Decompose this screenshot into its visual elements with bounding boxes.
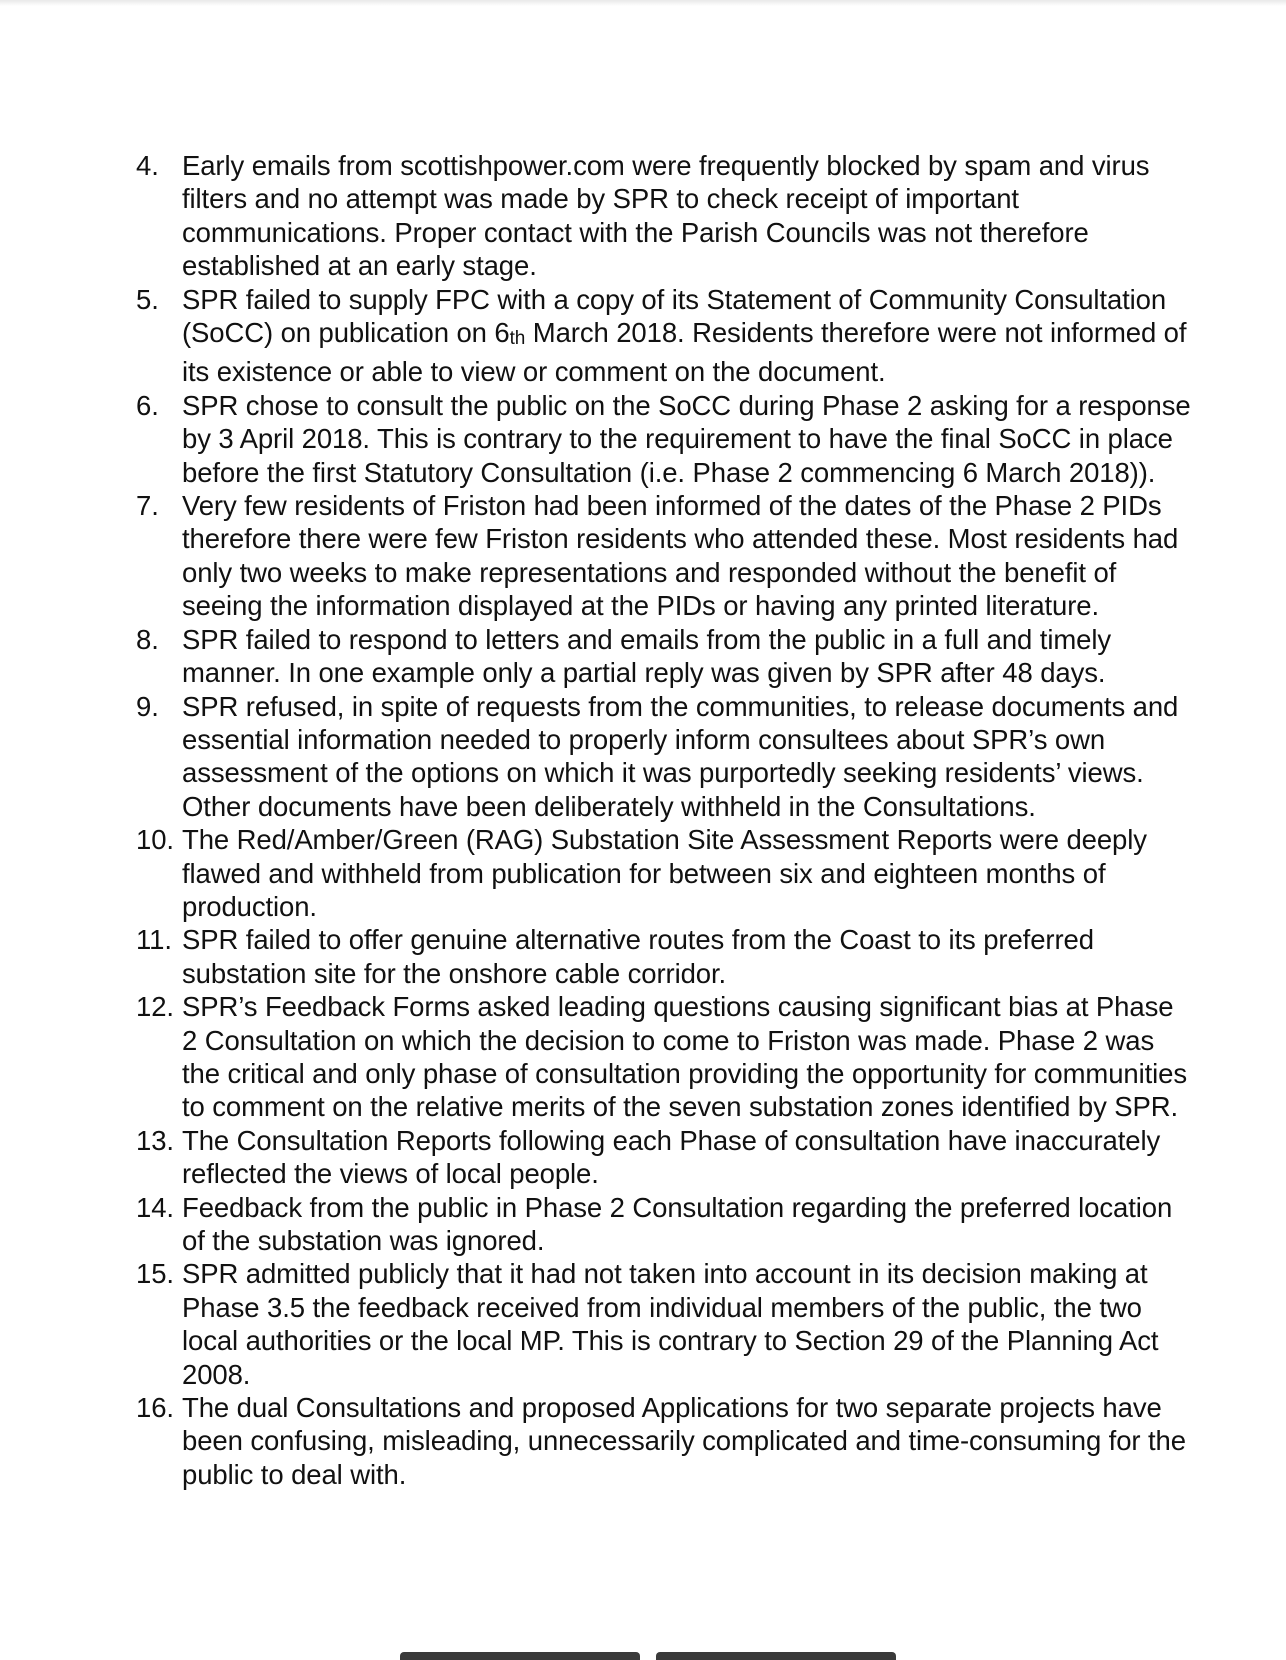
list-item (136, 1257, 1196, 1391)
item-text-part: SPR failed to supply FPC with a copy of its Statement of Community Consultation (SoCC) on publication on 6 (182, 283, 1167, 349)
bottom-toolbar-tab-right[interactable] (656, 1652, 896, 1660)
item-number: 8. (136, 623, 159, 655)
item-number: 6. (136, 389, 159, 421)
list-item (136, 1124, 1196, 1191)
list-item (136, 1391, 1196, 1491)
list-item (136, 923, 1196, 990)
item-number: 10. (136, 824, 174, 856)
list-item (136, 149, 1196, 283)
item-number: 16. (136, 1392, 174, 1424)
item-text-part: March 2018. Residents therefore were not informed of its existence or able to view or comment on the document. (182, 317, 1187, 388)
item-number: 13. (136, 1124, 174, 1156)
item-text: SPR failed to offer genuine alternative routes from the Coast to its preferred substation site for the onshore cable corridor. (182, 924, 1094, 989)
ordinal-suffix: th (509, 328, 526, 350)
list-item (136, 690, 1196, 824)
item-text: SPR admitted publicly that it had not taken into account in its decision making at Phase 3.5 the feedback received from individual members of the public, the two local authorities or the local MP. This is contrary to Section 29 of the Planning Act 2008. (182, 1258, 1159, 1390)
item-text: Feedback from the public in Phase 2 Consultation regarding the preferred location of the substation was ignored. (182, 1191, 1173, 1256)
item-number: 15. (136, 1258, 174, 1290)
item-number: 14. (136, 1191, 174, 1223)
item-number: 9. (136, 690, 159, 722)
numbered-list (136, 149, 1196, 1491)
list-item (136, 489, 1196, 623)
item-text: SPR failed to respond to letters and emails from the public in a full and timely manner. In one example only a partial reply was given by SPR after 48 days. (182, 623, 1112, 689)
item-text: The Consultation Reports following each Phase of consultation have inaccurately reflected the views of local people. (182, 1124, 1161, 1190)
list-item (136, 823, 1196, 923)
bottom-toolbar-tab-left[interactable] (400, 1652, 640, 1660)
item-number: 7. (136, 490, 159, 522)
item-text: SPR refused, in spite of requests from the communities, to release documents and essential information needed to properly inform consultees about SPR’s own assessment of the options on which it was purportedly seeking residents’ views. Other documents have been deliberately withheld in the Consultations. (182, 690, 1179, 822)
item-text: Early emails from scottishpower.com were frequently blocked by spam and virus filters and no attempt was made by SPR to check receipt of important communications. Proper contact with the Parish Councils was not therefore established at an early stage. (182, 150, 1150, 282)
list-item (136, 283, 1196, 389)
item-text (182, 284, 1186, 388)
item-number: 5. (136, 283, 159, 315)
item-number: 12. (136, 991, 174, 1023)
item-text: SPR’s Feedback Forms asked leading questions causing significant bias at Phase 2 Consultation on which the decision to come to Friston was made. Phase 2 was the critical and only phase of consultation providing the opportunity for communities to comment on the relative merits of the seven substation zones identified by SPR. (182, 991, 1187, 1123)
item-number: 4. (136, 150, 159, 181)
list-item (136, 1191, 1196, 1258)
item-text: The dual Consultations and proposed Applications for two separate projects have been confusing, misleading, unnecessarily complicated and time-consuming for the public to deal with. (182, 1392, 1186, 1490)
item-text: The Red/Amber/Green (RAG) Substation Site Assessment Reports were deeply flawed and withheld from publication for between six and eighteen months of production. (182, 824, 1147, 922)
item-text: Very few residents of Friston had been informed of the dates of the Phase 2 PIDs therefore there were few Friston residents who attended these. Most residents had only two weeks to make representations and responded without the benefit of seeing the information displayed at the PIDs or having any printed literature. (182, 490, 1179, 622)
list-item (136, 389, 1196, 489)
item-text: SPR chose to consult the public on the SoCC during Phase 2 asking for a response by 3 April 2018. This is contrary to the requirement to have the final SoCC in place before the first Statutory Consultation (i.e. Phase 2 commencing 6 March 2018)). (182, 389, 1191, 488)
list-item (136, 990, 1196, 1124)
item-number: 11. (136, 924, 172, 956)
list-item (136, 623, 1196, 690)
